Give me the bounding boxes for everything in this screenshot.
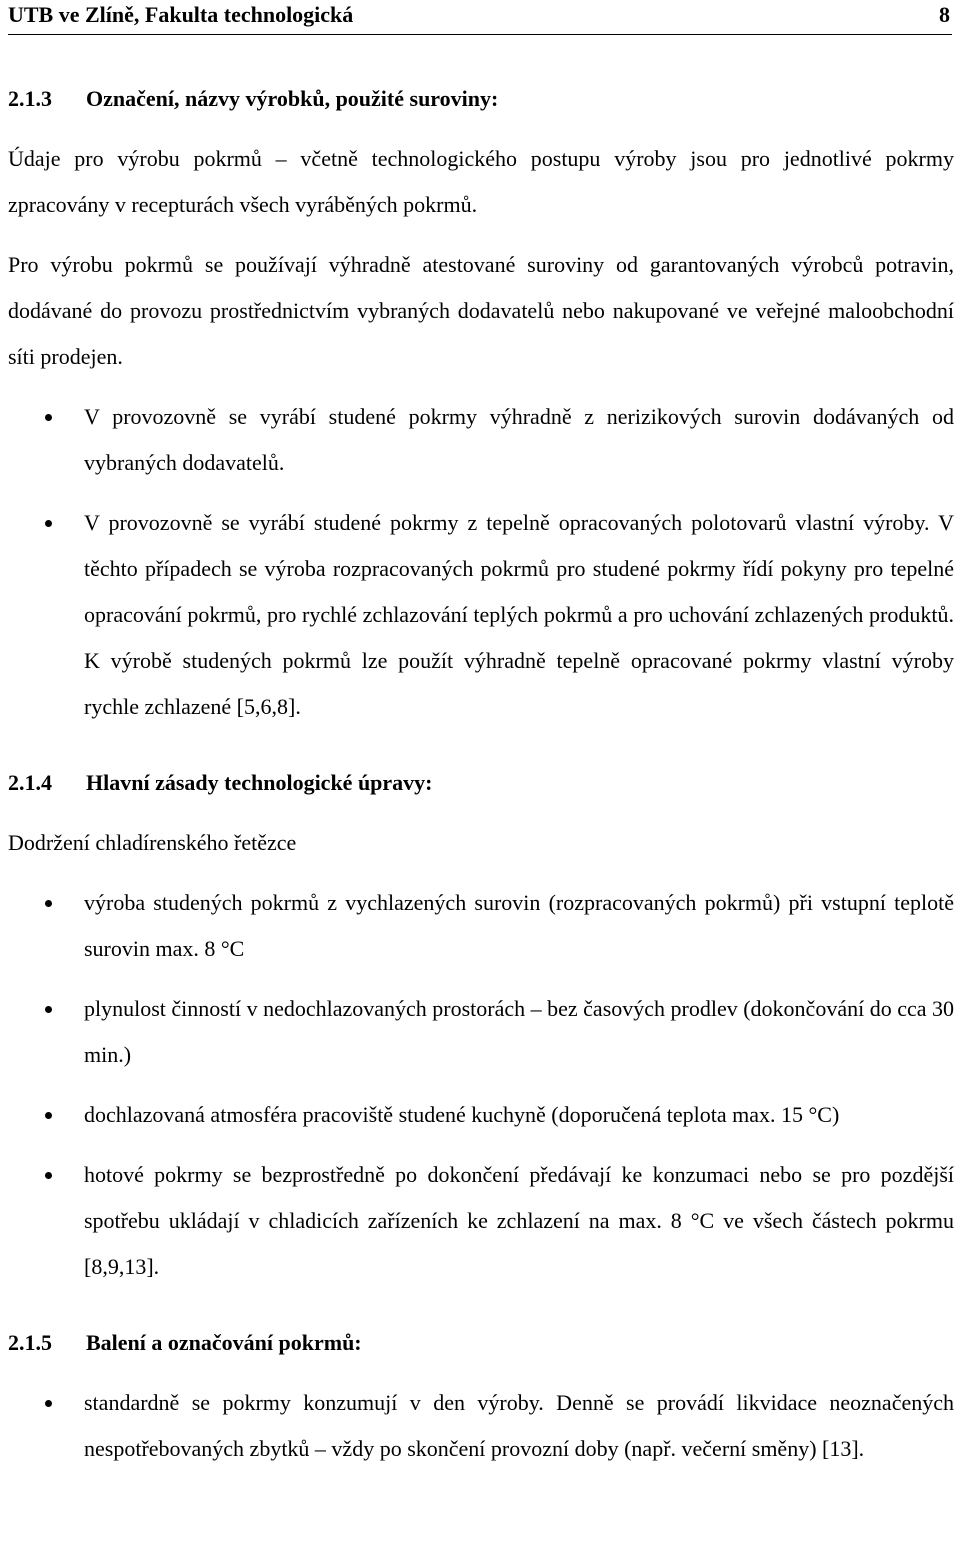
section-number: 2.1.5 <box>8 1330 52 1355</box>
bullet-icon <box>45 1172 52 1179</box>
list-item-text: plynulost činností v nedochlazovaných prostorách – bez časových prodlev (dokončování do cca 30 min.) <box>84 996 954 1067</box>
bullet-list <box>8 394 954 730</box>
section-title: Označení, názvy výrobků, použité suroviny: <box>86 86 499 111</box>
section-number: 2.1.4 <box>8 770 52 795</box>
bullet-icon <box>45 414 52 421</box>
header-title: UTB ve Zlíně, Fakulta technologická <box>8 2 354 27</box>
page-content <box>8 76 954 1472</box>
list-item <box>8 986 954 1078</box>
list-item-text: V provozovně se vyrábí studené pokrmy z tepelně opracovaných polotovarů vlastní výroby. V těchto případech se výroba rozpracovaných pokrmů pro studené pokrmy řídí pokyny pro tepelné opracování pokrmů, pro rychlé zchlazování teplých pokrmů a pro uchování zchlazených produktů. K výrobě studených pokrmů lze použít výhradně tepelně opracované pokrmy vlastní výroby rychle zchlazené [5,6,8]. <box>84 510 954 719</box>
list-item <box>8 1152 954 1290</box>
paragraph: Pro výrobu pokrmů se používají výhradně atestované suroviny od garantovaných výrobců potravin, dodávané do provozu prostřednictvím vybraných dodavatelů nebo nakupované ve veřejné maloobchodní síti prodejen. <box>8 252 954 369</box>
bullet-icon <box>45 1400 52 1407</box>
bullet-icon <box>45 1006 52 1013</box>
list-item <box>8 1380 954 1472</box>
section-title: Balení a označování pokrmů: <box>86 1330 362 1355</box>
section-heading-2-1-4 <box>8 760 954 806</box>
section-heading-2-1-3 <box>8 76 954 122</box>
list-item <box>8 1092 954 1138</box>
list-item <box>8 394 954 486</box>
list-item-text: standardně se pokrmy konzumují v den výroby. Denně se provádí likvidace neoznačených nespotřebovaných zbytků – vždy po skončení provozní doby (např. večerní směny) [13]. <box>84 1390 954 1461</box>
section-heading-2-1-5 <box>8 1320 954 1366</box>
list-item-text: hotové pokrmy se bezprostředně po dokončení předávají ke konzumaci nebo se pro pozdější spotřebu ukládají v chladicích zařízeních ke zchlazení na max. 8 °C ve všech částech pokrmu [8,9,13]. <box>84 1162 954 1279</box>
list-item <box>8 880 954 972</box>
page-header <box>8 0 952 35</box>
list-item-text: dochlazovaná atmosféra pracoviště studené kuchyně (doporučená teplota max. 15 °C) <box>84 1102 840 1127</box>
list-item <box>8 500 954 730</box>
section-number: 2.1.3 <box>8 86 52 111</box>
bullet-list <box>8 880 954 1290</box>
bullet-list <box>8 1380 954 1472</box>
paragraph: Dodržení chladírenského řetězce <box>8 830 297 855</box>
page-number: 8 <box>939 2 950 27</box>
paragraph: Údaje pro výrobu pokrmů – včetně technologického postupu výroby jsou pro jednotlivé pokrmy zpracovány v recepturách všech vyráběných pokrmů. <box>8 146 954 217</box>
bullet-icon <box>45 520 52 527</box>
list-item-text: výroba studených pokrmů z vychlazených surovin (rozpracovaných pokrmů) při vstupní teplotě surovin max. 8 °C <box>84 890 954 961</box>
bullet-icon <box>45 1112 52 1119</box>
bullet-icon <box>45 900 52 907</box>
section-title: Hlavní zásady technologické úpravy: <box>86 770 433 795</box>
list-item-text: V provozovně se vyrábí studené pokrmy výhradně z nerizikových surovin dodávaných od vybraných dodavatelů. <box>84 404 954 475</box>
